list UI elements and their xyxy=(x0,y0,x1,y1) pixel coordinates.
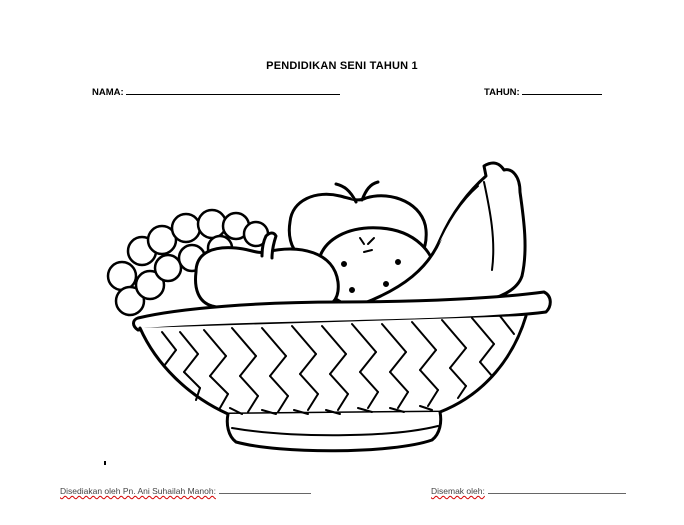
worksheet-title: PENDIDIKAN SENI TAHUN 1 xyxy=(266,60,418,72)
checked-by-label: Disemak oleh: xyxy=(431,486,485,496)
name-label: NAMA: xyxy=(92,87,124,98)
prepared-by-field xyxy=(60,485,311,496)
prepared-by-blank-line xyxy=(219,485,311,494)
year-label: TAHUN: xyxy=(484,87,520,98)
checked-by-field xyxy=(431,485,626,496)
checked-by-blank-line xyxy=(488,485,626,494)
basket-body-outline xyxy=(140,316,526,451)
prepared-by-label: Disediakan oleh Pn. Ani Suhailah Manoh: xyxy=(60,486,216,496)
stray-mark xyxy=(104,461,106,465)
